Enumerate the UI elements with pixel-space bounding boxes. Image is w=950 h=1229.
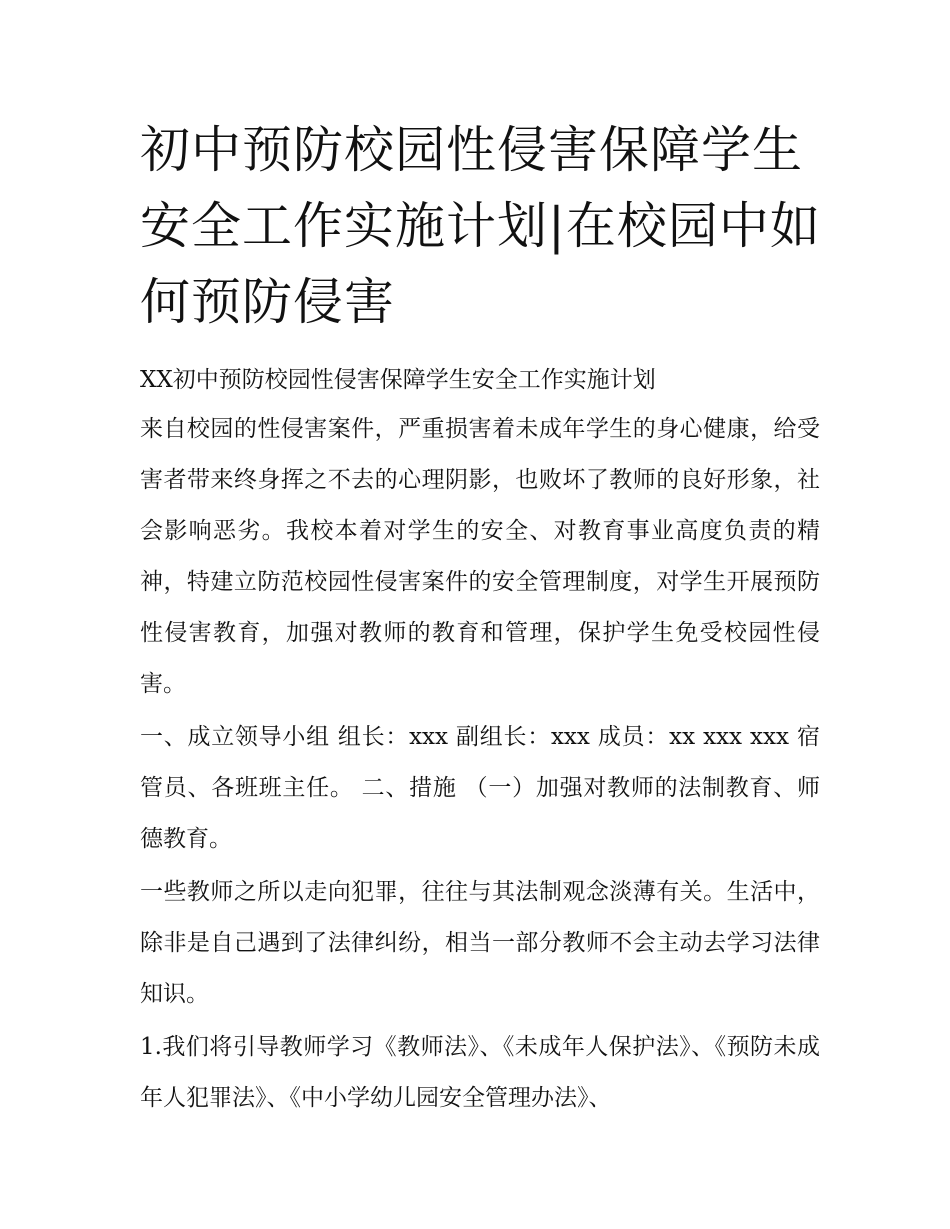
document-body xyxy=(140,404,820,1126)
paragraph-intro: 来自校园的性侵害案件，严重损害着未成年学生的身心健康，给受害者带来终身挥之不去的心理阴影，也败坏了教师的良好形象，社会影响恶劣。我校本着对学生的安全、对教育事业高度负责的精神，特建立防范校园性侵害案件的安全管理制度，对学生开展预防性侵害教育，加强对教师的教育和管理，保护学生免受校园性侵害。 xyxy=(140,416,820,697)
document-title: 初中预防校园性侵害保障学生安全工作实施计划|在校园中如何预防侵害 xyxy=(140,121,821,331)
paragraph-leadership-group: 一、成立领导小组 组长：xxx 副组长：xxx 成员：xx xxx xxx 宿管员、各班班主任。 二、措施 （一）加强对教师的法制教育、师德教育。 xyxy=(140,724,820,852)
paragraph-measure-1: 1.我们将引导教师学习《教师法》、《未成年人保护法》、《预防未成年人犯罪法》、《中小学幼儿园安全管理办法》、 xyxy=(140,1034,820,1111)
paragraph-legal-awareness: 一些教师之所以走向犯罪，往往与其法制观念淡薄有关。生活中，除非是自己遇到了法律纠纷，相当一部分教师不会主动去学习法律知识。 xyxy=(140,879,820,1007)
document-subtitle: XX初中预防校园性侵害保障学生安全工作实施计划 xyxy=(140,367,656,393)
